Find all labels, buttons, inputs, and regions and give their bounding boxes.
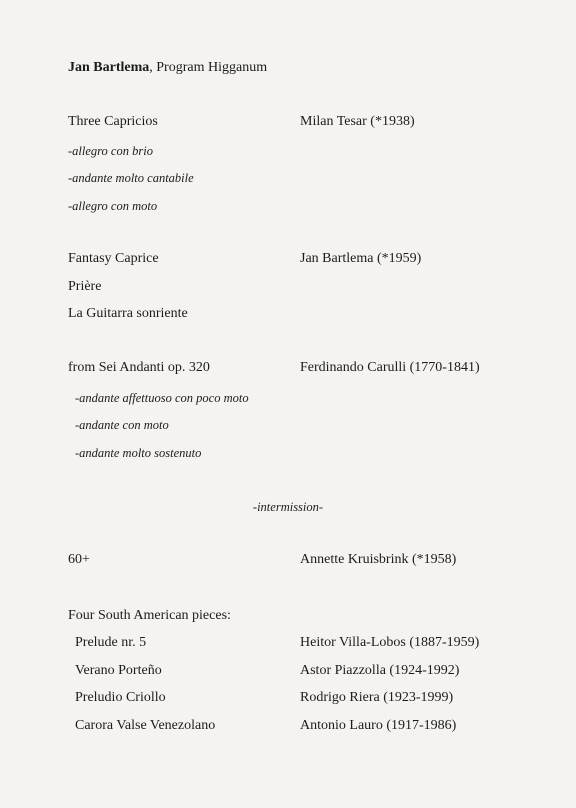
movement: -andante con moto bbox=[75, 418, 169, 432]
program-header bbox=[68, 59, 267, 77]
composer-jan-bartlema: Jan Bartlema (*1959) bbox=[300, 251, 422, 266]
composer-ferdinando-carulli: Ferdinando Carulli (1770-1841) bbox=[300, 360, 480, 375]
piece-title: Verano Porteño bbox=[75, 663, 162, 678]
composer-milan-tesar: Milan Tesar (*1938) bbox=[300, 114, 415, 129]
piece-title: Prelude nr. 5 bbox=[75, 635, 147, 650]
movement: -andante molto cantabile bbox=[68, 171, 194, 185]
program-title: , Program Higganum bbox=[149, 60, 268, 75]
movement: -allegro con moto bbox=[68, 199, 158, 213]
piece-composer: Antonio Lauro (1917-1986) bbox=[300, 718, 457, 733]
movement: -andante affettuoso con poco moto bbox=[75, 391, 249, 405]
work-title-60-plus: 60+ bbox=[68, 552, 90, 567]
piece-composer: Rodrigo Riera (1923-1999) bbox=[300, 690, 454, 705]
work-title-sei-andanti: from Sei Andanti op. 320 bbox=[68, 360, 210, 375]
piece-title: Carora Valse Venezolano bbox=[75, 718, 216, 733]
movement: -allegro con brio bbox=[68, 144, 153, 158]
intermission-label: -intermission- bbox=[252, 500, 324, 514]
composer-annette-kruisbrink: Annette Kruisbrink (*1958) bbox=[300, 552, 457, 567]
work-title-south-american-pieces: Four South American pieces: bbox=[68, 608, 231, 623]
piece-title: Preludio Criollo bbox=[75, 690, 166, 705]
movement: -andante molto sostenuto bbox=[75, 446, 202, 460]
piece-composer: Astor Piazzolla (1924-1992) bbox=[300, 663, 460, 678]
work-title-three-capricios: Three Capricios bbox=[68, 114, 158, 129]
work-item: Prière bbox=[68, 279, 102, 294]
performer-name: Jan Bartlema bbox=[68, 60, 150, 75]
work-item: La Guitarra sonriente bbox=[68, 306, 188, 321]
piece-composer: Heitor Villa-Lobos (1887-1959) bbox=[300, 635, 480, 650]
work-title-fantasy-caprice: Fantasy Caprice bbox=[68, 251, 159, 266]
